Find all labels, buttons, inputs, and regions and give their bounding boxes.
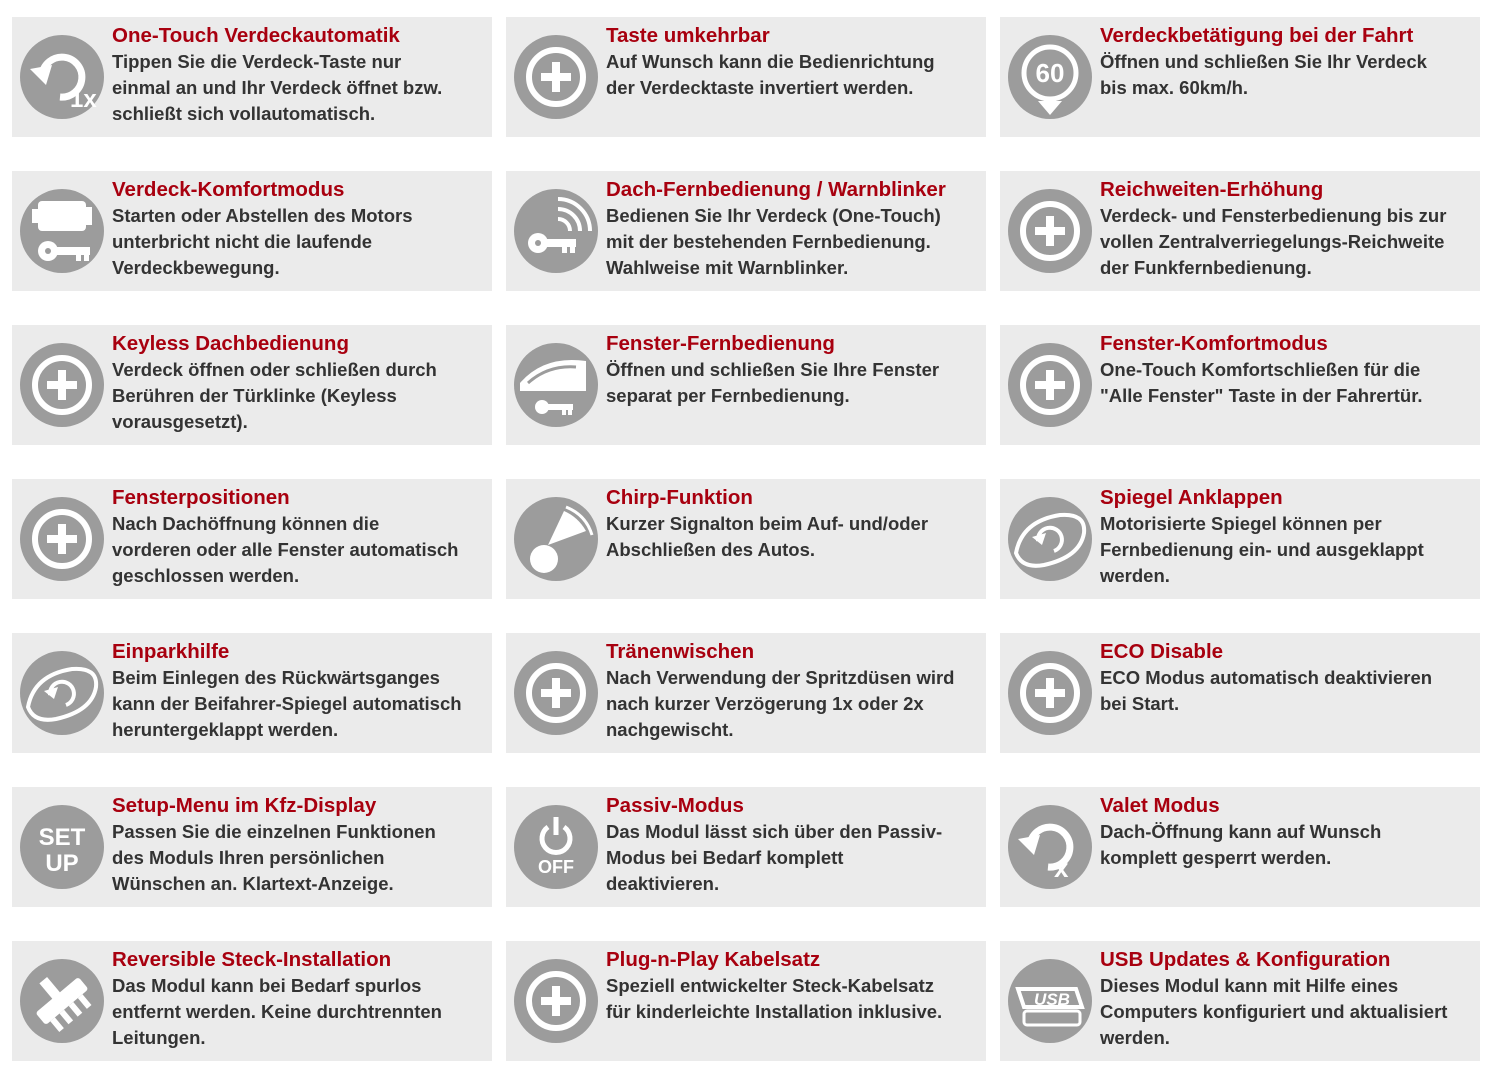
feature-text: [1100, 177, 1478, 281]
feature-title: Taste umkehrbar: [606, 24, 770, 47]
plus-icon: [514, 35, 598, 119]
feature-card-dach-fernbedienung-warnblinker: [506, 171, 986, 291]
feature-card-spiegel-anklappen: [1000, 479, 1480, 599]
feature-title: Fenster-Fernbedienung: [606, 332, 835, 355]
feature-text: [1100, 23, 1478, 101]
plus-icon: [1008, 343, 1092, 427]
svg-text:OFF: OFF: [538, 857, 574, 877]
feature-description: Passen Sie die einzelnen Funktionen des Moduls Ihren persönlichen Wünschen an. Klartext-Anzeige.: [112, 821, 436, 894]
feature-title: Setup-Menu im Kfz-Display: [112, 794, 377, 817]
remote-key-icon: [514, 189, 598, 273]
feature-card-taste-umkehrbar: [506, 17, 986, 137]
svg-text:USB: USB: [1034, 990, 1070, 1009]
window-key-icon: [514, 343, 598, 427]
feature-description: Das Modul kann bei Bedarf spurlos entfernt werden. Keine durchtrennten Leitungen.: [112, 975, 442, 1048]
usb-icon: [1008, 959, 1092, 1043]
svg-text:60: 60: [1035, 58, 1065, 88]
feature-title: Spiegel Anklappen: [1100, 486, 1283, 509]
feature-card-verdeck-komfortmodus: [12, 171, 492, 291]
feature-description: Nach Verwendung der Spritzdüsen wird nach kurzer Verzögerung 1x oder 2x nachgewischt.: [606, 667, 955, 740]
feature-title: One-Touch Verdeckautomatik: [112, 24, 400, 47]
chirp-sound-icon: [514, 497, 598, 581]
feature-card-fenster-komfortmodus: [1000, 325, 1480, 445]
feature-card-reichweiten-erhoehung: [1000, 171, 1480, 291]
feature-grid: [12, 17, 1480, 1061]
plus-icon: [514, 651, 598, 735]
feature-description: ECO Modus automatisch deaktivieren bei Start.: [1100, 667, 1433, 714]
feature-description: Das Modul lässt sich über den Passiv- Modus bei Bedarf komplett deaktivieren.: [606, 821, 943, 894]
feature-card-usb-updates-konfiguration: [1000, 941, 1480, 1061]
feature-description: Nach Dachöffnung können die vorderen oder alle Fenster automatisch geschlossen werden.: [112, 513, 459, 586]
feature-card-plug-n-play-kabelsatz: [506, 941, 986, 1061]
feature-description: Dieses Modul kann mit Hilfe eines Computers konfiguriert und aktualisiert werden.: [1100, 975, 1448, 1048]
feature-text: [1100, 793, 1478, 871]
feature-title: USB Updates & Konfiguration: [1100, 948, 1391, 971]
feature-text: [112, 793, 490, 897]
valet-x-icon: [1008, 805, 1092, 889]
setup-icon: [20, 805, 104, 889]
feature-card-traenenwischen: [506, 633, 986, 753]
feature-text: [112, 947, 490, 1051]
feature-title: Chirp-Funktion: [606, 486, 753, 509]
feature-description: Speziell entwickelter Steck-Kabelsatz für kinderleichte Installation inklusive.: [606, 975, 943, 1022]
feature-text: [606, 331, 984, 409]
feature-card-keyless-dachbedienung: [12, 325, 492, 445]
feature-text: [112, 331, 490, 435]
feature-text: [112, 639, 490, 743]
feature-description: Öffnen und schließen Sie Ihre Fenster separat per Fernbedienung.: [606, 359, 940, 406]
feature-text: [606, 639, 984, 743]
feature-text: [112, 485, 490, 589]
feature-description: Auf Wunsch kann die Bedienrichtung der Verdecktaste invertiert werden.: [606, 51, 935, 98]
feature-card-passiv-modus: [506, 787, 986, 907]
feature-card-valet-modus: [1000, 787, 1480, 907]
plus-icon: [514, 959, 598, 1043]
feature-text: [1100, 947, 1478, 1051]
svg-text:SET: SET: [38, 824, 86, 851]
feature-title: Keyless Dachbedienung: [112, 332, 349, 355]
one-touch-1x-icon: [20, 35, 104, 119]
feature-title: Passiv-Modus: [606, 794, 744, 817]
plus-icon: [1008, 189, 1092, 273]
speed-60-icon: [1008, 35, 1092, 119]
feature-description: Beim Einlegen des Rückwärtsganges kann der Beifahrer-Spiegel automatisch heruntergeklappt werden.: [112, 667, 462, 740]
mirror-fold-icon: [1008, 497, 1092, 581]
feature-text: [1100, 485, 1478, 589]
feature-title: Tränenwischen: [606, 640, 755, 663]
feature-description: Motorisierte Spiegel können per Fernbedienung ein- und ausgeklappt werden.: [1100, 513, 1424, 586]
plus-icon: [1008, 651, 1092, 735]
feature-card-reversible-steck-installation: [12, 941, 492, 1061]
feature-title: Plug-n-Play Kabelsatz: [606, 948, 821, 971]
svg-text:UP: UP: [45, 850, 79, 877]
feature-card-fensterpositionen: [12, 479, 492, 599]
feature-description: Dach-Öffnung kann auf Wunsch komplett gesperrt werden.: [1100, 821, 1382, 868]
feature-text: [112, 177, 490, 281]
feature-card-verdeckbetaetigung-bei-der-fahrt: [1000, 17, 1480, 137]
feature-card-setup-menu-im-kfz-display: [12, 787, 492, 907]
feature-description: Öffnen und schließen Sie Ihr Verdeck bis max. 60km/h.: [1100, 51, 1427, 98]
feature-title: Dach-Fernbedienung / Warnblinker: [606, 178, 946, 201]
plug-connector-icon: [20, 959, 104, 1043]
feature-text: [606, 23, 984, 101]
feature-text: [1100, 331, 1478, 409]
feature-card-fenster-fernbedienung: [506, 325, 986, 445]
feature-text: [606, 947, 984, 1025]
feature-title: Verdeckbetätigung bei der Fahrt: [1100, 24, 1414, 47]
feature-description: Verdeck öffnen oder schließen durch Berühren der Türklinke (Keyless vorausgesetzt).: [112, 359, 437, 432]
feature-description: Starten oder Abstellen des Motors unterbricht nicht die laufende Verdeckbewegung.: [112, 205, 413, 278]
svg-text:x: x: [1054, 853, 1069, 883]
feature-description: Kurzer Signalton beim Auf- und/oder Abschließen des Autos.: [606, 513, 929, 560]
feature-card-chirp-funktion: [506, 479, 986, 599]
feature-title: Reversible Steck-Installation: [112, 948, 392, 971]
feature-card-eco-disable: [1000, 633, 1480, 753]
engine-key-icon: [20, 189, 104, 273]
feature-description: Verdeck- und Fensterbedienung bis zur vollen Zentralverriegelungs-Reichweite der Funkfernbedienung.: [1100, 205, 1447, 278]
feature-card-einparkhilfe: [12, 633, 492, 753]
feature-title: Verdeck-Komfortmodus: [112, 178, 345, 201]
feature-title: Einparkhilfe: [112, 640, 230, 663]
feature-title: Reichweiten-Erhöhung: [1100, 178, 1324, 201]
feature-description: Bedienen Sie Ihr Verdeck (One-Touch) mit der bestehenden Fernbedienung. Wahlweise mit Warnblinker.: [606, 205, 941, 278]
feature-title: Fensterpositionen: [112, 486, 290, 509]
feature-title: ECO Disable: [1100, 640, 1224, 663]
mirror-fold-icon: [20, 651, 104, 735]
svg-text:1x: 1x: [70, 86, 97, 113]
feature-title: Fenster-Komfortmodus: [1100, 332, 1328, 355]
feature-text: [1100, 639, 1478, 717]
feature-card-one-touch-verdeckautomatik: [12, 17, 492, 137]
plus-icon: [20, 343, 104, 427]
feature-description: Tippen Sie die Verdeck-Taste nur einmal an und Ihr Verdeck öffnet bzw. schließt sich vollautomatisch.: [112, 51, 443, 124]
power-off-icon: [514, 805, 598, 889]
feature-text: [606, 485, 984, 563]
feature-description: One-Touch Komfortschließen für die "Alle Fenster" Taste in der Fahrertür.: [1100, 359, 1423, 406]
feature-text: [606, 793, 984, 897]
feature-text: [112, 23, 490, 127]
plus-icon: [20, 497, 104, 581]
feature-title: Valet Modus: [1100, 794, 1220, 817]
feature-text: [606, 177, 984, 281]
